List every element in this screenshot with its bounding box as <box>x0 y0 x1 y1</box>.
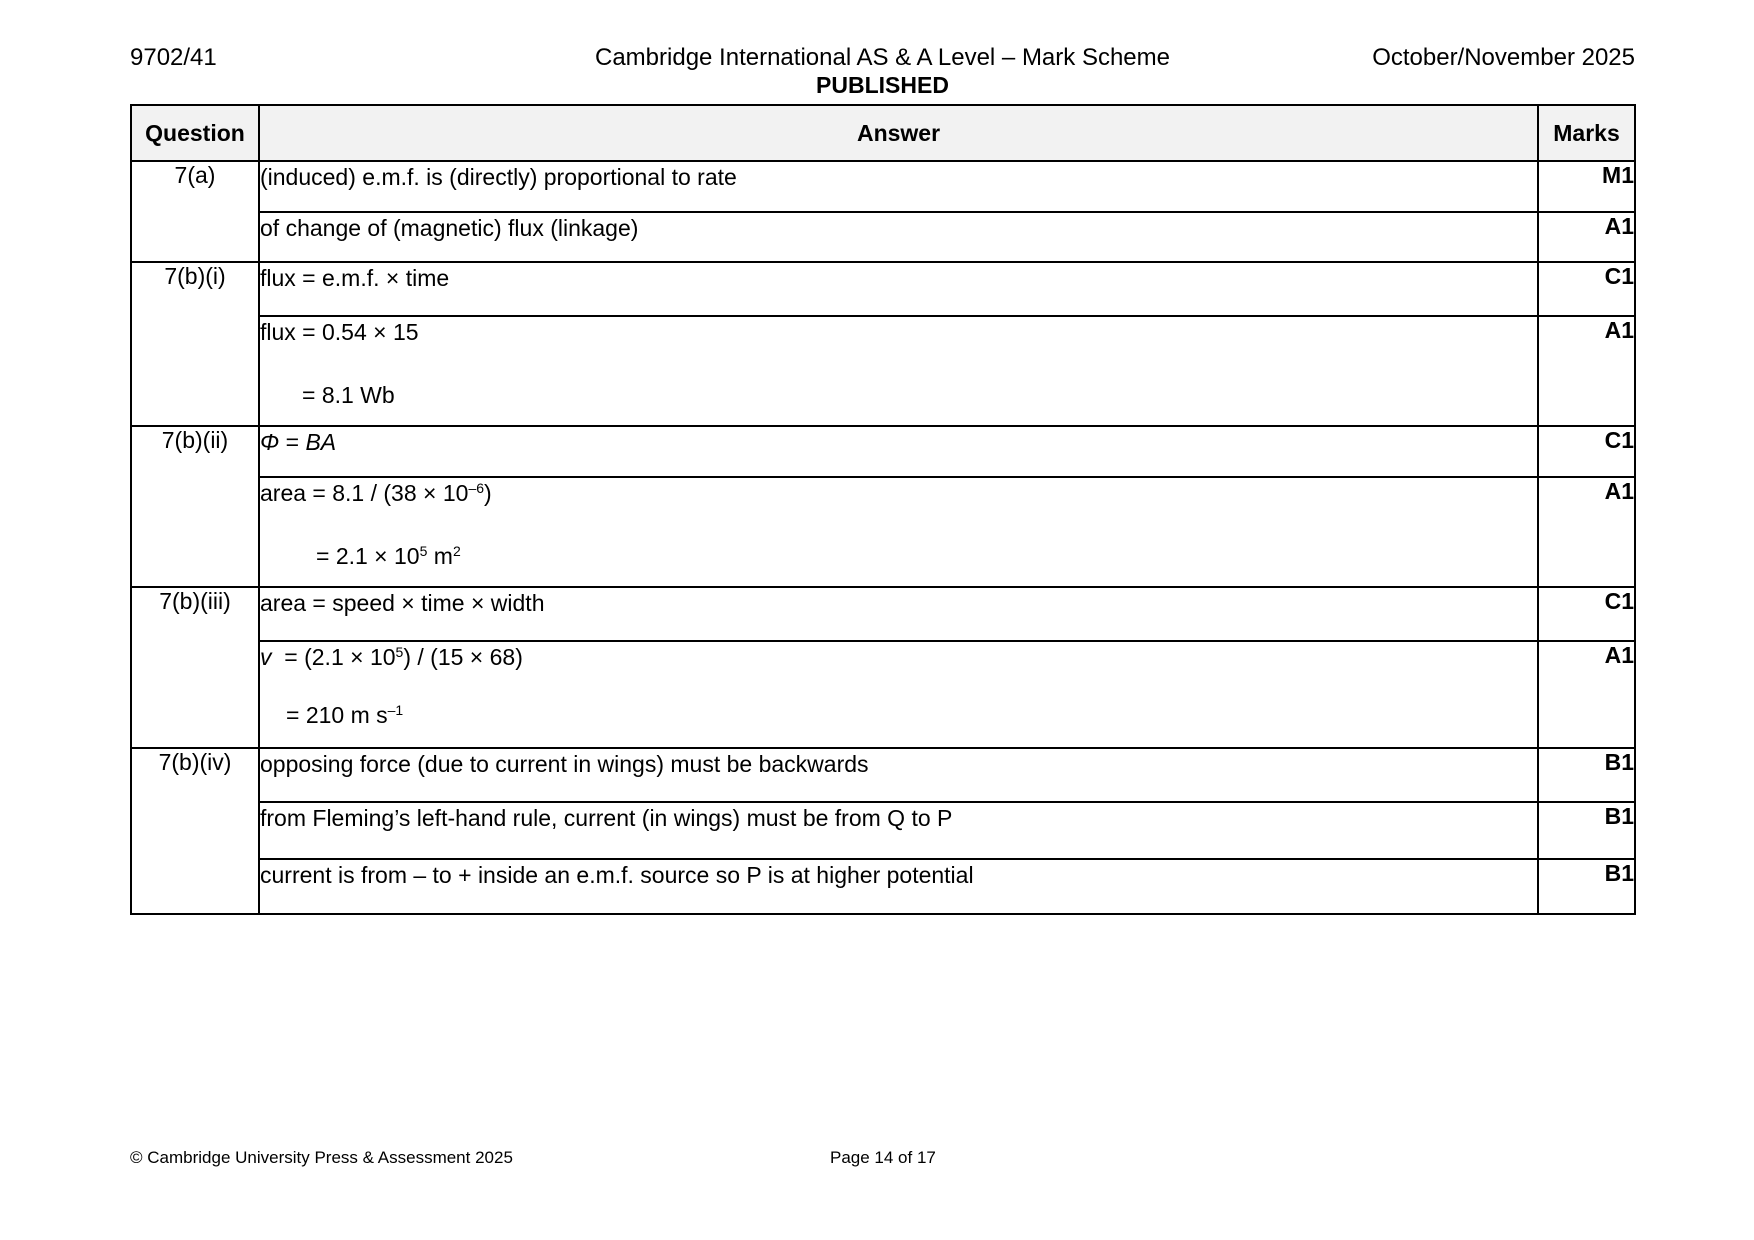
question-label: 7(b)(i) <box>131 262 259 426</box>
question-label: 7(b)(iv) <box>131 748 259 914</box>
exponent: –1 <box>387 702 404 718</box>
table-row <box>131 587 1635 641</box>
exponent: 2 <box>452 543 461 559</box>
mark-cell: B1 <box>1538 802 1635 859</box>
question-label: 7(b)(ii) <box>131 426 259 587</box>
table-row <box>131 316 1635 426</box>
equals-sign: = <box>279 429 306 455</box>
question-label: 7(a) <box>131 161 259 262</box>
table-row <box>131 477 1635 587</box>
page-header <box>130 44 1635 100</box>
answer-cell: opposing force (due to current in wings) must be backwards <box>259 748 1538 802</box>
answer-text: area = 8.1 / (38 × 10 <box>260 480 469 506</box>
answer-column-header: Answer <box>259 105 1538 161</box>
copyright-notice: © Cambridge University Press & Assessment 2025 <box>130 1148 513 1167</box>
exam-session: October/November 2025 <box>1372 44 1635 71</box>
flux-symbol: Φ <box>260 429 280 455</box>
exponent: 5 <box>395 644 404 660</box>
answer-cell: current is from – to + inside an e.m.f. source so P is at higher potential <box>259 859 1538 914</box>
answer-text: = (2.1 × 10 <box>271 644 396 670</box>
status-label: PUBLISHED <box>816 72 949 98</box>
table-row <box>131 859 1635 914</box>
answer-cell: area = speed × time × width <box>259 587 1538 641</box>
table-row <box>131 426 1635 477</box>
mark-cell: C1 <box>1538 587 1635 641</box>
marks-column-header: Marks <box>1538 105 1635 161</box>
mark-cell: M1 <box>1538 161 1635 212</box>
answer-text: ) / (15 × 68) <box>403 644 523 670</box>
exponent: 5 <box>419 543 428 559</box>
answer-text: = 2.1 × 10 <box>316 543 420 569</box>
mark-cell: C1 <box>1538 426 1635 477</box>
mark-cell: B1 <box>1538 748 1635 802</box>
answer-cell: from Fleming’s left-hand rule, current (in wings) must be from Q to P <box>259 802 1538 859</box>
mark-scheme-table <box>130 104 1636 915</box>
table-row <box>131 262 1635 316</box>
answer-text: = 210 m s <box>286 702 388 728</box>
answer-cell <box>259 426 1538 477</box>
answer-cell: flux = e.m.f. × time <box>259 262 1538 316</box>
question-column-header: Question <box>131 105 259 161</box>
answer-cell <box>259 477 1538 587</box>
answer-text: m <box>427 543 453 569</box>
mark-cell: A1 <box>1538 641 1635 748</box>
formula-rhs: BA <box>305 429 337 455</box>
table-row <box>131 212 1635 262</box>
mark-cell: B1 <box>1538 859 1635 914</box>
answer-result-line <box>260 541 1537 571</box>
mark-cell: C1 <box>1538 262 1635 316</box>
page-number: Page 14 of 17 <box>830 1148 936 1167</box>
answer-text: ) <box>484 480 492 506</box>
answer-line <box>260 478 1537 508</box>
table-row <box>131 161 1635 212</box>
answer-line: flux = 0.54 × 15 <box>260 319 419 345</box>
mark-cell: A1 <box>1538 477 1635 587</box>
mark-cell: A1 <box>1538 212 1635 262</box>
mark-cell: A1 <box>1538 316 1635 426</box>
answer-line <box>260 642 1537 672</box>
table-row <box>131 748 1635 802</box>
table-row <box>131 641 1635 748</box>
paper-code: 9702/41 <box>130 44 217 71</box>
answer-cell: (induced) e.m.f. is (directly) proportional to rate <box>259 161 1538 212</box>
document-title: Cambridge International AS & A Level – Mark Scheme <box>595 44 1170 71</box>
answer-result-line: = 8.1 Wb <box>302 382 395 408</box>
velocity-symbol: v <box>260 644 272 670</box>
answer-result-line <box>260 700 1537 730</box>
table-header-row <box>131 105 1635 161</box>
question-label: 7(b)(iii) <box>131 587 259 748</box>
answer-cell: of change of (magnetic) flux (linkage) <box>259 212 1538 262</box>
answer-cell <box>259 316 1538 426</box>
answer-cell <box>259 641 1538 748</box>
table-row <box>131 802 1635 859</box>
exponent: –6 <box>468 480 485 496</box>
